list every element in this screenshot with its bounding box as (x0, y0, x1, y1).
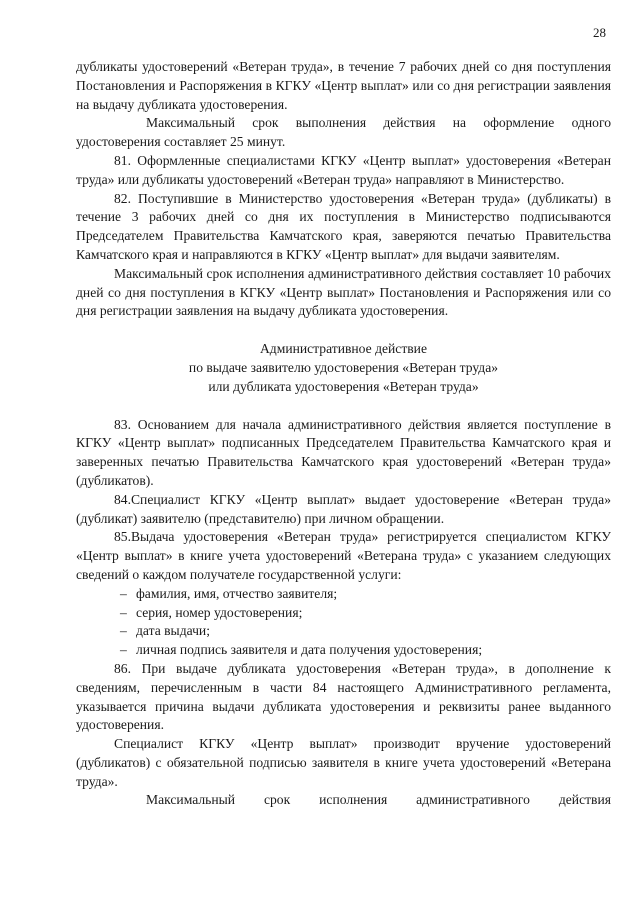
paragraph: дубликаты удостоверений «Ветеран труда», в течение 7 рабочих дней со дня поступления Постановления и Распоряжения в КГКУ «Центр выплат» или со дня регистрации заявления на выдачу дубликата удостоверения. (76, 59, 611, 112)
paragraph: Максимальный срок исполнения административного действия составляет 10 рабочих дней со дня поступления в КГКУ «Центр выплат» Постановления и Распоряжения или со дня регистрации заявления на выдачу дубликата удостоверения. (76, 265, 611, 319)
paragraph: Максимальный срок выполнения действия на оформление одного удостоверения составляет 25 минут. (76, 115, 611, 150)
heading-line: Административное действие (259, 341, 427, 357)
paragraph-81: 81. Оформленные специалистами КГКУ «Центр выплат» удостоверения «Ветеран труда» или дубликаты удостоверений «Ветеран труда» направляют в Министерство. (76, 152, 611, 187)
document-body (76, 58, 611, 810)
paragraph-83: 83. Основанием для начала административного действия является поступление в КГКУ «Центр выплат» подписанных Председателем Правительства Камчатского края и заверенных печатью Правительства Камчатского края удостоверений «Ветеран труда» (дубликатов). (76, 416, 611, 488)
paragraph-82: 82. Поступившие в Министерство удостоверения «Ветеран труда» (дубликаты) в течение 3 рабочих дней со дня их поступления в Министерство подписываются Председателем Правительства Камчатского края, заверяются печатью Правительства Камчатского края и направляются в КГКУ «Центр выплат» для выдачи заявителям. (76, 190, 611, 262)
dash-marker: – (120, 585, 127, 601)
paragraph-86: 86. При выдаче дубликата удостоверения «Ветеран труда», в дополнение к сведениям, перечисленным в части 84 настоящего Административного регламента, указывается причина выдачи дубликата удостоверения и реквизиты ранее выданного удостоверения. (76, 660, 611, 733)
page-number: 28 (593, 25, 606, 40)
dash-marker: – (120, 604, 127, 620)
heading-line: по выдаче заявителю удостоверения «Ветеран труда» (188, 359, 499, 375)
heading-line: или дубликата удостоверения «Ветеран труда» (208, 378, 479, 394)
dash-marker: – (120, 642, 127, 658)
section-heading (76, 340, 611, 396)
paragraph-84: 84.Специалист КГКУ «Центр выплат» выдает удостоверение «Ветеран труда» (дубликат) заявителю (представителю) при личном обращении. (76, 491, 611, 526)
list-item: – личная подпись заявителя и дата получения удостоверения; (76, 641, 611, 660)
list-item: – дата выдачи; (76, 622, 611, 641)
paragraph: Специалист КГКУ «Центр выплат» производит вручение удостоверений (дубликатов) с обязательной подписью заявителя в книге учета удостоверений «Ветерана труда». (76, 736, 611, 789)
list-item: – фамилия, имя, отчество заявителя; (76, 585, 611, 604)
dash-marker: – (120, 623, 127, 639)
paragraph-85: 85.Выдача удостоверения «Ветеран труда» регистрируется специалистом КГКУ «Центр выплат» в книге учета удостоверений «Ветерана труда» с указанием следующих сведений о каждом получателе государственной услуги: (76, 529, 611, 582)
paragraph-truncated: Максимальный срок исполнения административного действия (146, 792, 611, 808)
list-item: – серия, номер удостоверения; (76, 604, 611, 623)
